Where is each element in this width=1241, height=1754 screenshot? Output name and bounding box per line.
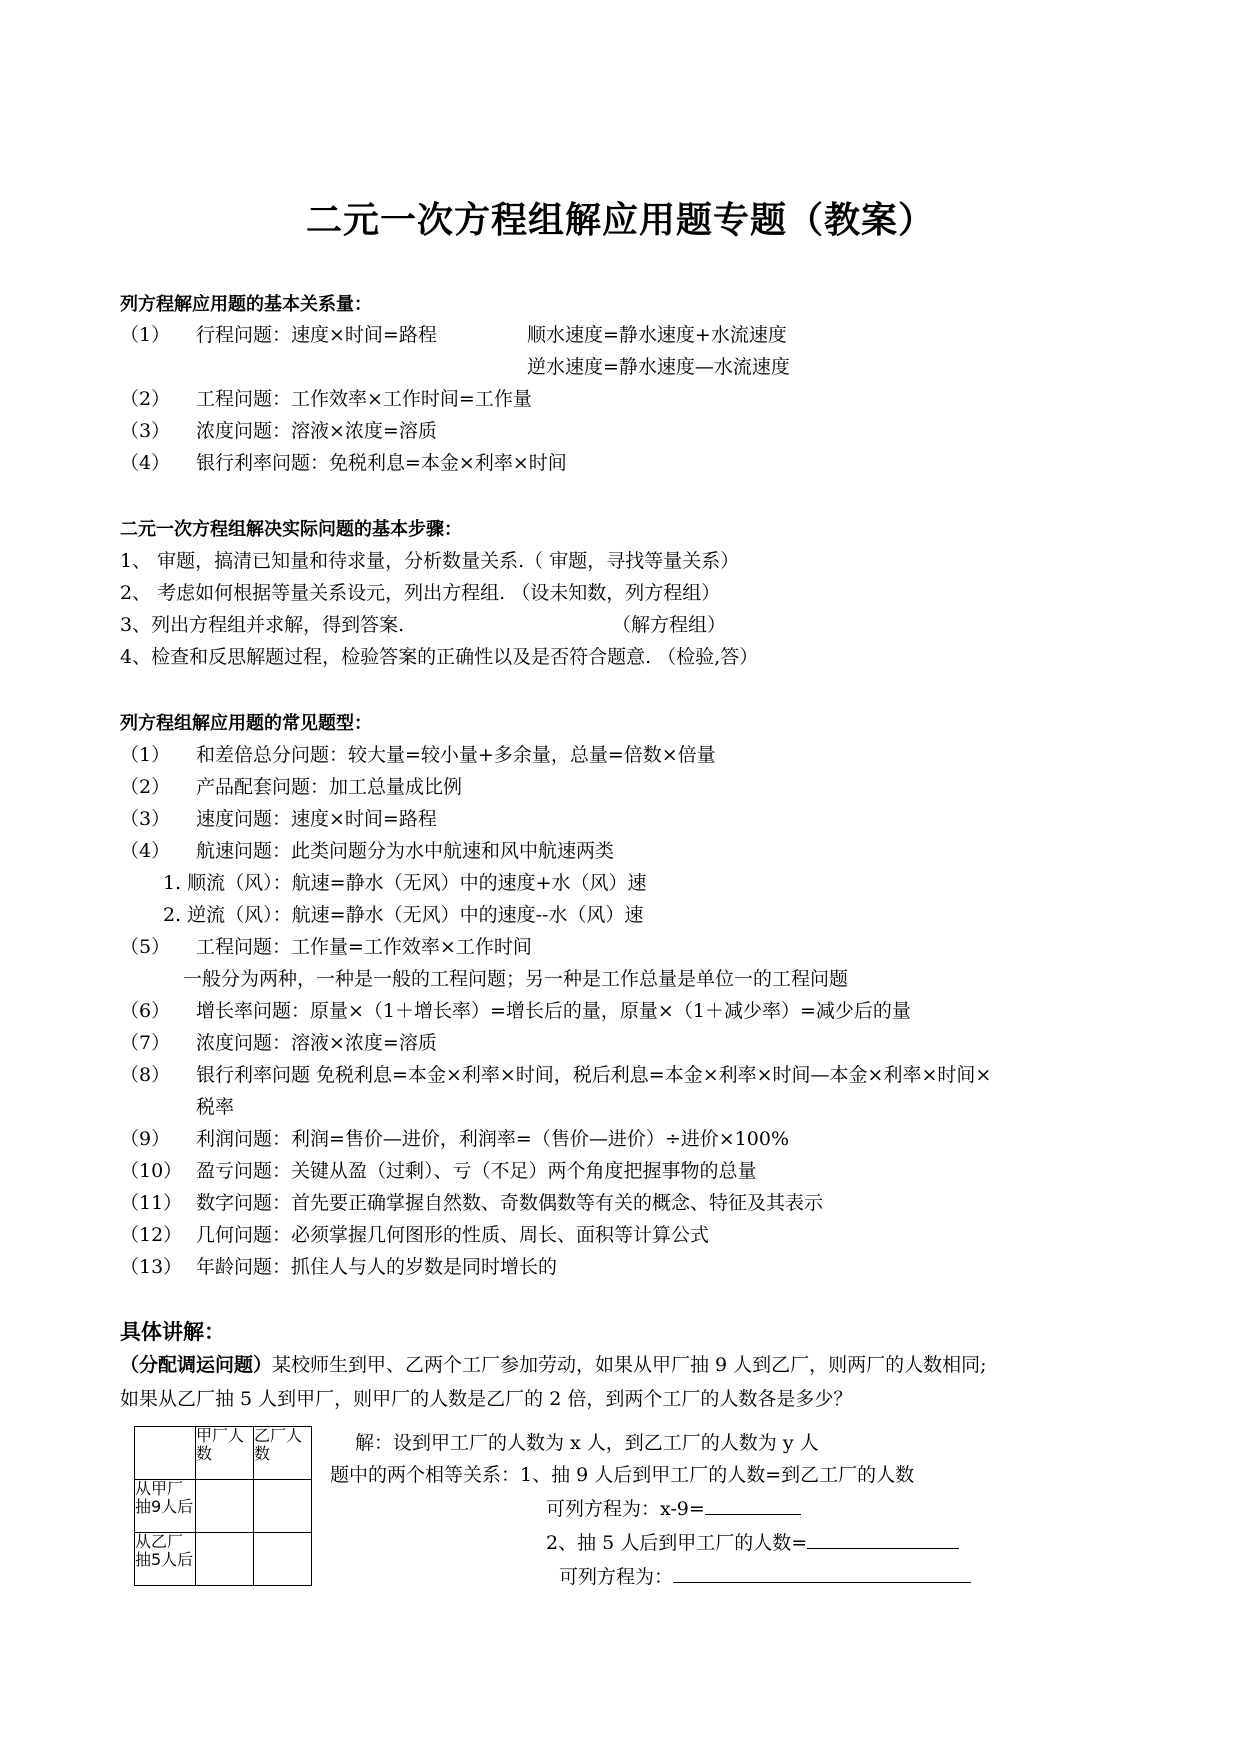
- page-title: 二元一次方程组解应用题专题（教案）: [305, 199, 935, 241]
- solution-line-5: 可列方程为：: [559, 1562, 971, 1589]
- table-header-cell: 甲厂人数: [196, 1427, 254, 1480]
- step-2: 2、 考虑如何根据等量关系设元，列出方程组. （设未知数，列方程组）: [120, 582, 721, 604]
- step-3-note: （解方程组）: [612, 614, 727, 636]
- type-item: （9） 利润问题：利润=售价—进价，利润率=（售价—进价）÷进价×100%: [120, 1128, 789, 1150]
- table-cell: [254, 1533, 312, 1586]
- table-cell: [254, 1480, 312, 1533]
- type-item: （5） 工程问题：工作量=工作效率×工作时间: [120, 936, 532, 958]
- table-row-header: 从乙厂抽5人后: [135, 1533, 196, 1586]
- section1-item-1: （1） 行程问题：速度×时间=路程: [120, 324, 437, 346]
- type-item: （6） 增长率问题：原量×（1＋增长率）=增长后的量，原量×（1＋减少率）=减少后的量: [120, 1000, 911, 1022]
- type-item: （11） 数字问题：首先要正确掌握自然数、奇数偶数等有关的概念、特征及其表示: [120, 1192, 824, 1214]
- step-4: 4、检查和反思解题过程，检验答案的正确性以及是否符合题意. （检验,答）: [120, 646, 759, 668]
- table-header-cell: 乙厂人数: [254, 1427, 312, 1480]
- table-cell: [196, 1533, 254, 1586]
- problem-line-2: 如果从乙厂抽 5 人到甲厂，则甲厂的人数是乙厂的 2 倍，到两个工厂的人数各是多少？: [120, 1388, 853, 1410]
- type-item: （7） 浓度问题：溶液×浓度=溶质: [120, 1032, 437, 1054]
- problem-line-1: （分配调运问题）某校师生到甲、乙两个工厂参加劳动，如果从甲厂抽 9 人到乙厂，则两厂的人数相同;: [120, 1354, 987, 1376]
- answer-blank-2[interactable]: [807, 1530, 959, 1549]
- section1-item-1-extra1: 顺水速度=静水速度+水流速度: [527, 324, 787, 346]
- type-item: （8） 银行利率问题 免税利息=本金×利率×时间，税后利息=本金×利率×时间—本金×利率×时间×: [120, 1064, 992, 1086]
- table-cell: [196, 1480, 254, 1533]
- type-subitem: 1. 顺流（风）：航速=静水（无风）中的速度+水（风）速: [163, 872, 647, 894]
- section3-heading: 列方程组解应用题的常见题型：: [120, 713, 372, 734]
- solution-line-4: 2、抽 5 人后到甲工厂的人数=: [546, 1528, 959, 1555]
- solution-line-2: 题中的两个相等关系：1、抽 9 人后到甲工厂的人数=到乙工厂的人数: [330, 1464, 915, 1486]
- section1-item-2: （2） 工程问题：工作效率×工作时间=工作量: [120, 388, 532, 410]
- solution-line-3: 可列方程为：x-9=: [546, 1494, 801, 1521]
- answer-blank-1[interactable]: [705, 1496, 801, 1515]
- type-item: （3） 速度问题：速度×时间=路程: [120, 808, 437, 830]
- step-3: 3、列出方程组并求解，得到答案.: [120, 614, 405, 636]
- type-item: （12） 几何问题：必须掌握几何图形的性质、周长、面积等计算公式: [120, 1224, 710, 1246]
- analysis-table: [134, 1426, 312, 1586]
- solution-line-1: 解：设到甲工厂的人数为 x 人，到乙工厂的人数为 y 人: [355, 1432, 819, 1454]
- section2-heading: 二元一次方程组解决实际问题的基本步骤：: [120, 519, 462, 540]
- section1-item-3: （3） 浓度问题：溶液×浓度=溶质: [120, 420, 437, 442]
- section1-heading: 列方程解应用题的基本关系量：: [120, 294, 372, 315]
- type-subitem: 税率: [196, 1096, 235, 1118]
- type-subitem: 2. 逆流（风）：航速=静水（无风）中的速度--水（风）速: [163, 904, 644, 926]
- type-item: （10） 盈亏问题：关键从盈（过剩）、亏（不足）两个角度把握事物的总量: [120, 1160, 757, 1182]
- section1-item-4: （4） 银行利率问题：免税利息=本金×利率×时间: [120, 452, 567, 474]
- type-subitem: 一般分为两种，一种是一般的工程问题；另一种是工作总量是单位一的工程问题: [183, 968, 849, 990]
- type-item: （4） 航速问题：此类问题分为水中航速和风中航速两类: [120, 840, 615, 862]
- section1-item-1-extra2: 逆水速度=静水速度—水流速度: [527, 356, 790, 378]
- type-item: （13） 年龄问题：抓住人与人的岁数是同时增长的: [120, 1256, 558, 1278]
- table-corner-cell: [135, 1427, 196, 1480]
- table-row-header: 从甲厂抽9人后: [135, 1480, 196, 1533]
- type-item: （2） 产品配套问题：加工总量成比例: [120, 776, 463, 798]
- step-1: 1、 审题，搞清已知量和待求量，分析数量关系.（ 审题，寻找等量关系）: [120, 550, 740, 572]
- type-item: （1） 和差倍总分问题：较大量=较小量+多余量，总量=倍数×倍量: [120, 744, 716, 766]
- section4-heading: 具体讲解：: [120, 1320, 225, 1344]
- answer-blank-3[interactable]: [673, 1564, 971, 1583]
